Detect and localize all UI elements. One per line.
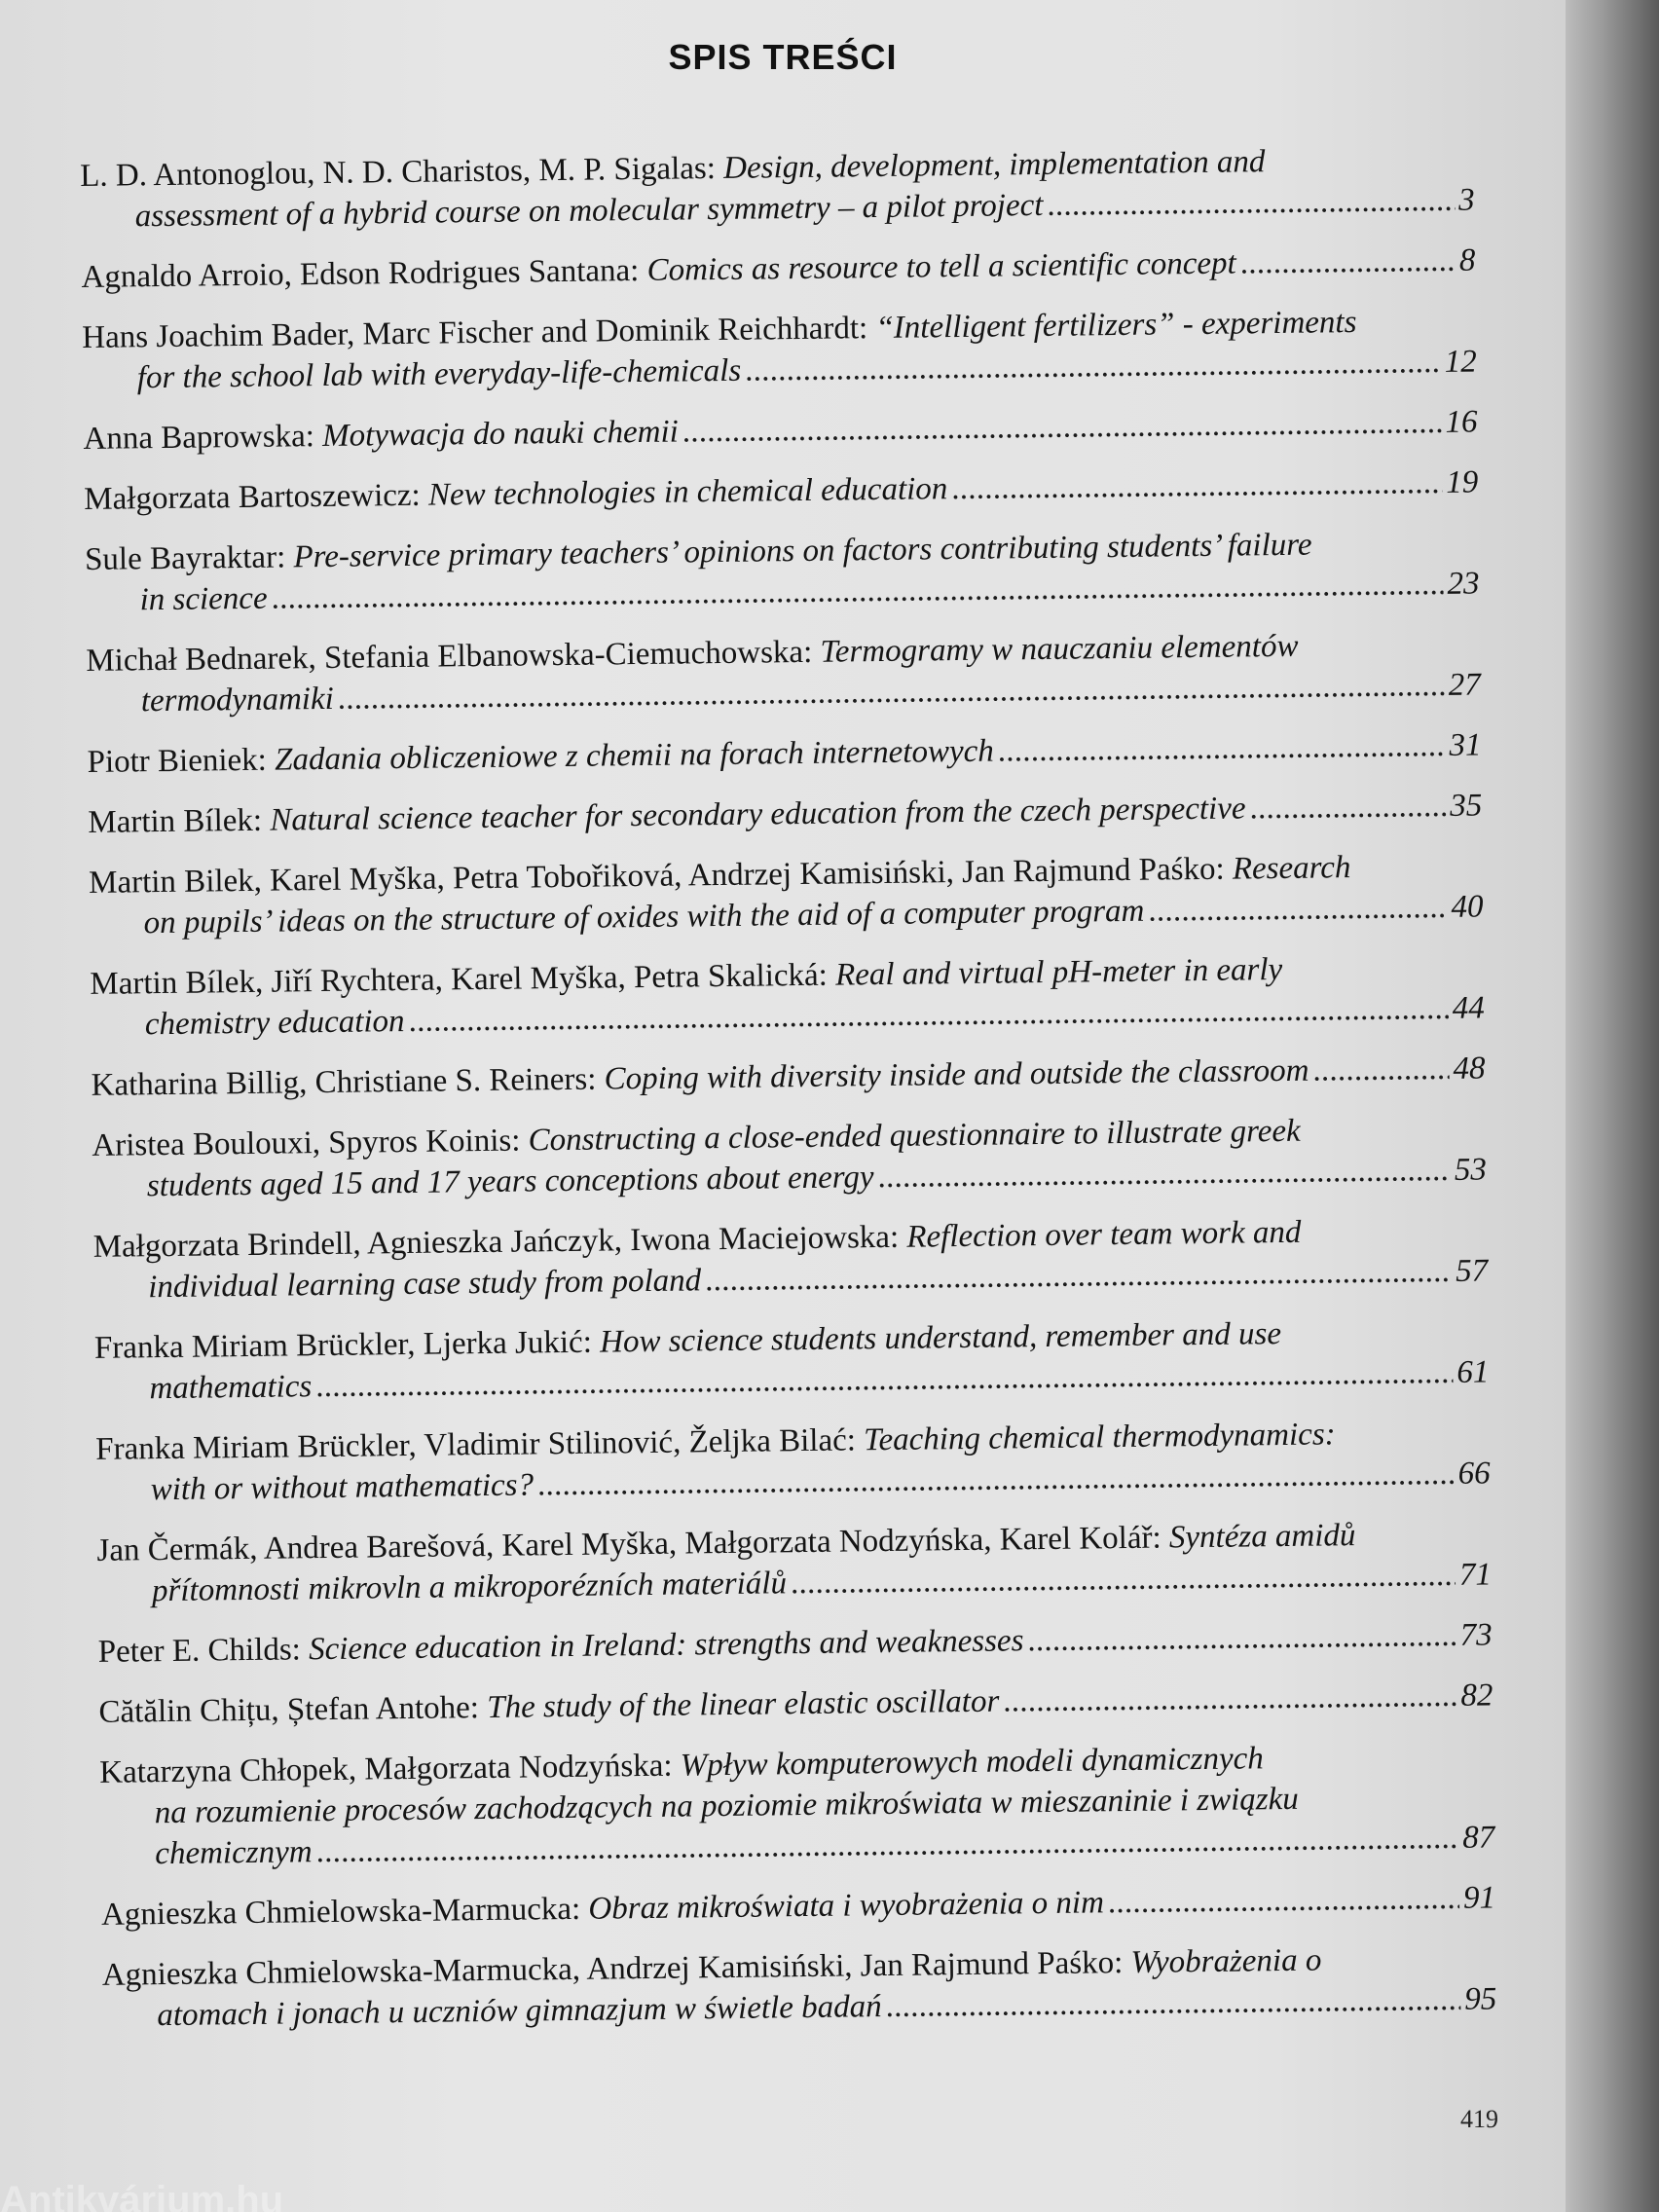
dot-leader [1148,887,1448,932]
entry-page: 53 [1454,1152,1488,1188]
entry-authors: L. D. Antonoglou, N. D. Charistos, M. P. Sigalas: [80,150,724,194]
toc-entry [96,1513,1492,1611]
entry-authors: Katarzyna Chłopek, Małgorzata Nodzyńska: [99,1748,682,1790]
dot-leader [1312,1049,1450,1091]
entry-title: Real and virtual pH-meter in early [834,951,1283,993]
entry-title-cont: chemicznym [155,1834,313,1872]
entry-page: 12 [1444,344,1477,380]
entry-title-cont: individual learning case study from poland [147,1263,702,1306]
entry-title: Natural science teacher for secondary education from the czech perspective [270,791,1246,838]
toc-entry [87,724,1481,782]
dot-leader [885,1979,1460,2027]
entry-page: 48 [1453,1051,1486,1087]
entry-page: 73 [1459,1617,1493,1653]
entry-authors: Martin Bílek, Jiří Rychtera, Karel Myška, Petra Skalická: [90,957,836,1002]
entry-title: Syntéza amidů [1168,1518,1356,1556]
entry-title: Science education in Ireland: strengths and weaknesses [308,1623,1024,1668]
entry-title-cont: termodynamiki [140,681,335,719]
toc-entry [83,401,1477,459]
page-edge-shadow [1566,0,1659,2212]
toc-entry [82,300,1477,398]
entry-title-cont: mathematics [149,1369,313,1407]
entry-page: 40 [1451,889,1484,925]
entry-authors: Martin Bílek: [88,802,271,840]
table-of-contents [80,139,1497,2056]
entry-title-cont: chemistry education [144,1003,405,1043]
watermark: Antikvárium.hu [0,2179,284,2212]
dot-leader [877,1150,1451,1198]
dot-leader [1108,1878,1460,1923]
entry-title-cont: atomach i jonach u uczniów gimnazjum w świetle badań [157,1989,882,2034]
entry-title-cont: na rozumienie procesów zachodzących na poziomie mikroświata w mieszaninie i związku [154,1781,1300,1831]
toc-entry [98,1614,1493,1672]
entry-title: The study of the linear elastic oscillator [487,1683,1000,1726]
entry-authors: Agnaldo Arroio, Edson Rodrigues Santana: [81,252,647,295]
toc-entry [102,1937,1497,2036]
entry-authors: Agnieszka Chmielowska-Marmucka, Andrzej Kamisiński, Jan Rajmund Paśko: [101,1944,1131,1993]
dot-leader [1239,240,1456,284]
entry-authors: Cătălin Chițu, Ștefan Antohe: [98,1690,488,1730]
entry-title: Obraz mikroświata i wyobrażenia o nim [588,1885,1105,1927]
entry-authors: Piotr Bieniek: [87,742,276,780]
entry-title: Teaching chemical thermodynamics: [863,1417,1336,1458]
entry-page: 66 [1457,1456,1491,1492]
entry-authors: Peter E. Childs: [97,1632,310,1670]
entry-title-cont: assessment of a hybrid course on molecular symmetry – a pilot project [134,187,1044,235]
entry-page: 8 [1458,242,1476,278]
entry-authors: Sule Bayraktar: [84,539,294,577]
entry-authors: Michał Bednarek, Stefania Elbanowska-Ciemuchowska: [86,634,821,679]
entry-page: 16 [1445,404,1478,440]
entry-authors: Franka Miriam Brückler, Ljerka Jukić: [93,1324,601,1366]
entry-page: 82 [1460,1677,1493,1714]
toc-entry [85,522,1480,620]
entry-title: “Intelligent fertilizers” - experiments [875,304,1357,347]
toc-entry [95,1412,1491,1510]
entry-authors: Aristea Boulouxi, Spyros Koinis: [92,1123,529,1163]
toc-entry [80,139,1475,238]
toc-entry [81,240,1475,297]
entry-title: Comics as resource to tell a scientific concept [646,245,1236,288]
entry-authors: Małgorzata Bartoszewicz: [84,477,429,517]
entry-page: 27 [1448,667,1481,703]
toc-entry [101,1877,1495,1935]
entry-title: Wyobrażenia o [1130,1942,1322,1980]
entry-page: 91 [1462,1880,1496,1916]
entry-authors: Martin Bilek, Karel Myška, Petra Tobořiková, Andrzej Kamisiński, Jan Rajmund Paśko: [88,851,1234,901]
entry-page: 44 [1452,990,1486,1026]
entry-title: Constructing a close-ended questionnaire to illustrate greek [528,1113,1301,1159]
entry-title: Motywacja do nauki chemii [321,414,680,454]
toc-entry [91,1048,1485,1105]
entry-title: Zadania obliczeniowe z chemii na forach internetowych [274,733,994,778]
dot-leader [705,1251,1452,1301]
entry-authors: Katharina Billig, Christiane S. Reiners: [91,1061,605,1103]
entry-page: 23 [1447,566,1480,602]
entry-page: 35 [1450,788,1483,824]
dot-leader [791,1555,1456,1604]
page-title: SPIS TREŚCI [668,37,898,77]
entry-title: Termogramy w nauczaniu elementów [820,628,1299,670]
entry-page: 87 [1461,1820,1495,1856]
entry-title: New technologies in chemical education [427,471,948,513]
entry-title: Design, development, implementation and [722,144,1266,186]
dot-leader [951,462,1442,509]
dot-leader [1047,180,1455,226]
entry-authors: Agnieszka Chmielowska-Marmucka: [100,1891,589,1933]
dot-leader [1003,1676,1457,1722]
toc-entry [88,785,1482,842]
toc-entry [92,1209,1488,1308]
entry-title-cont: for the school lab with everyday-life-chemicals [136,352,742,396]
entry-title-cont: on pupils’ ideas on the structure of oxides with the aid of a computer program [143,893,1145,941]
toc-entry [92,1108,1487,1206]
toc-entry [89,845,1484,943]
toc-entry [90,946,1485,1045]
entry-title-cont: students aged 15 and 17 years conceptions about energy [146,1160,874,1204]
entry-page: 61 [1456,1354,1490,1390]
entry-authors: Małgorzata Brindell, Agnieszka Jańczyk, Iwona Maciejowska: [92,1219,907,1265]
entry-title: Reflection over team work and [906,1214,1302,1255]
toc-entry [84,461,1478,519]
dot-leader [682,402,1442,453]
toc-entry [99,1735,1494,1874]
dot-leader [1249,786,1446,829]
dot-leader [998,725,1446,772]
entry-title: Coping with diversity inside and outside the classroom [604,1052,1309,1097]
entry-authors: Hans Joachim Bader, Marc Fischer and Dominik Reichhardt: [82,311,876,355]
entry-title: How science students understand, remember and use [599,1316,1282,1360]
entry-page: 3 [1457,182,1475,218]
entry-authors: Jan Čermák, Andrea Barešová, Karel Myška, Małgorzata Nodzyńska, Karel Kolář: [96,1520,1170,1568]
entry-authors: Anna Baprowska: [83,418,323,457]
entry-title: Research [1232,850,1351,887]
toc-entry [98,1675,1493,1732]
entry-page: 71 [1458,1557,1493,1593]
entry-authors: Franka Miriam Brückler, Vladimir Stilinović, Željka Bilać: [95,1422,865,1467]
entry-title: Pre-service primary teachers’ opinions on factors contributing students’ failure [293,527,1312,575]
entry-page: 19 [1445,464,1479,500]
entry-title-cont: with or without mathematics? [150,1467,535,1508]
entry-page: 95 [1464,1981,1497,2017]
entry-page: 31 [1449,727,1482,763]
entry-title: Wpływ komputerowych modeli dynamicznych [680,1741,1265,1784]
page-number: 419 [1460,2105,1498,2133]
dot-leader [745,342,1441,391]
toc-entry [86,623,1481,721]
dot-leader [1027,1615,1456,1661]
entry-title-cont: přítomnosti mikrovln a mikroporézních materiálů [151,1566,788,1609]
toc-entry [94,1310,1490,1409]
entry-page: 57 [1455,1253,1489,1289]
entry-title-cont: in science [139,580,268,618]
